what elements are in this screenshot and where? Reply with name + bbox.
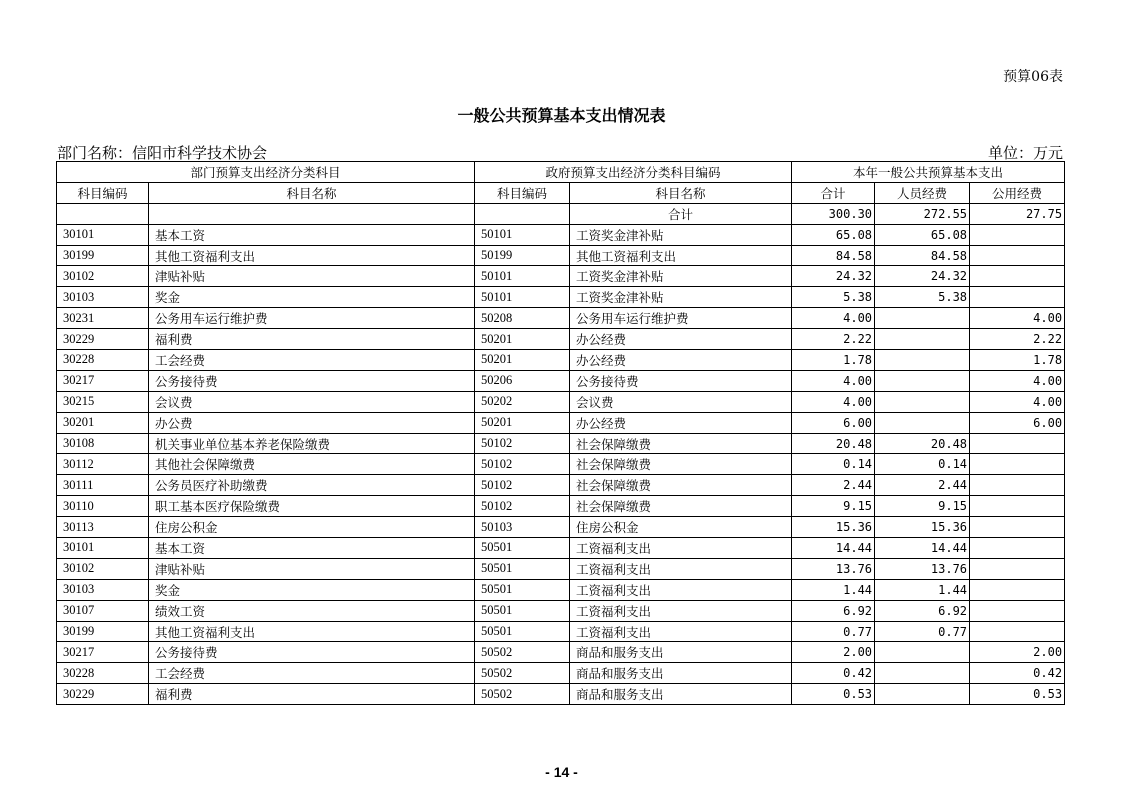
personnel-cell: 24.32: [875, 266, 970, 287]
gov-name-cell: 办公经费: [570, 350, 792, 371]
total-cell: 6.00: [792, 412, 875, 433]
gov-class-header: 政府预算支出经济分类科目编码: [475, 162, 792, 183]
dept-code-cell: 30231: [57, 308, 149, 329]
dept-code-cell: 30102: [57, 266, 149, 287]
gov-name-cell: 工资福利支出: [570, 579, 792, 600]
gov-name-cell: 社会保障缴费: [570, 496, 792, 517]
current-year-header: 本年一般公共预算基本支出: [792, 162, 1065, 183]
gov-name-cell: 社会保障缴费: [570, 454, 792, 475]
public-cell: [970, 475, 1065, 496]
table-row: [57, 454, 1065, 475]
public-cell: 1.78: [970, 350, 1065, 371]
gov-code-cell: 50201: [475, 412, 570, 433]
dept-name-cell: 工会经费: [149, 663, 475, 684]
dept-name-cell: 公务接待费: [149, 370, 475, 391]
dept-name-cell: 绩效工资: [149, 600, 475, 621]
dept-name-cell: 其他工资福利支出: [149, 245, 475, 266]
dept-code-cell: 30103: [57, 287, 149, 308]
personnel-cell: 84.58: [875, 245, 970, 266]
gov-code-cell: 50199: [475, 245, 570, 266]
public-cell: 2.00: [970, 642, 1065, 663]
public-cell: 4.00: [970, 391, 1065, 412]
dept-name-cell: 福利费: [149, 684, 475, 705]
dept-name-cell: 会议费: [149, 391, 475, 412]
gov-name-cell: 工资奖金津补贴: [570, 224, 792, 245]
gov-code-cell: 50502: [475, 684, 570, 705]
personnel-cell: 15.36: [875, 517, 970, 538]
total-cell: 65.08: [792, 224, 875, 245]
public-cell: [970, 579, 1065, 600]
table-row: [57, 266, 1065, 287]
personnel-cell: 20.48: [875, 433, 970, 454]
dept-code-cell: 30229: [57, 329, 149, 350]
budget-table: [56, 161, 1065, 705]
dept-name-cell: 奖金: [149, 579, 475, 600]
gov-code-cell: 50102: [475, 475, 570, 496]
department-label: 部门名称：信阳市科学技术协会: [57, 144, 268, 162]
public-cell: 0.53: [970, 684, 1065, 705]
personnel-cell: [875, 370, 970, 391]
dept-code-cell: 30215: [57, 391, 149, 412]
dept-class-header: 部门预算支出经济分类科目: [57, 162, 475, 183]
dept-name-cell: 办公费: [149, 412, 475, 433]
total-cell: 14.44: [792, 538, 875, 559]
dept-name-cell: 其他工资福利支出: [149, 621, 475, 642]
total-cell: 1.44: [792, 579, 875, 600]
personnel-cell: 6.92: [875, 600, 970, 621]
dept-code-cell: 30199: [57, 245, 149, 266]
public-cell: [970, 266, 1065, 287]
total-row-public: 27.75: [970, 203, 1065, 224]
gov-code-cell: 50201: [475, 329, 570, 350]
table-row: [57, 433, 1065, 454]
total-cell: 2.22: [792, 329, 875, 350]
total-row-personnel: 272.55: [875, 203, 970, 224]
personnel-header: 人员经费: [875, 182, 970, 203]
gov-code-cell: 50102: [475, 433, 570, 454]
personnel-cell: 14.44: [875, 538, 970, 559]
dept-code-cell: 30217: [57, 370, 149, 391]
dept-name-cell: 奖金: [149, 287, 475, 308]
total-cell: 0.14: [792, 454, 875, 475]
gov-code-cell: 50103: [475, 517, 570, 538]
personnel-cell: 0.14: [875, 454, 970, 475]
table-row: [57, 391, 1065, 412]
dept-name-cell: 公务用车运行维护费: [149, 308, 475, 329]
total-cell: 0.42: [792, 663, 875, 684]
table-row: [57, 600, 1065, 621]
gov-code-cell: 50201: [475, 350, 570, 371]
unit-label: 单位：万元: [987, 144, 1063, 162]
total-row-empty: [149, 203, 475, 224]
dept-name-cell: 公务员医疗补助缴费: [149, 475, 475, 496]
gov-name-header: 科目名称: [570, 182, 792, 203]
total-cell: 20.48: [792, 433, 875, 454]
table-row: [57, 558, 1065, 579]
dept-code-cell: 30111: [57, 475, 149, 496]
dept-code-cell: 30107: [57, 600, 149, 621]
public-cell: 0.42: [970, 663, 1065, 684]
dept-code-header: 科目编码: [57, 182, 149, 203]
table-row: [57, 538, 1065, 559]
gov-code-cell: 50502: [475, 642, 570, 663]
public-header: 公用经费: [970, 182, 1065, 203]
total-cell: 13.76: [792, 558, 875, 579]
total-row: [57, 203, 1065, 224]
table-row: [57, 684, 1065, 705]
personnel-cell: 0.77: [875, 621, 970, 642]
gov-name-cell: 工资福利支出: [570, 621, 792, 642]
total-cell: 4.00: [792, 370, 875, 391]
total-cell: 15.36: [792, 517, 875, 538]
dept-name-cell: 工会经费: [149, 350, 475, 371]
gov-code-cell: 50501: [475, 579, 570, 600]
total-cell: 2.44: [792, 475, 875, 496]
public-cell: 2.22: [970, 329, 1065, 350]
personnel-cell: [875, 350, 970, 371]
total-cell: 9.15: [792, 496, 875, 517]
gov-name-cell: 商品和服务支出: [570, 684, 792, 705]
gov-code-cell: 50206: [475, 370, 570, 391]
personnel-cell: 13.76: [875, 558, 970, 579]
total-header: 合计: [792, 182, 875, 203]
gov-code-cell: 50202: [475, 391, 570, 412]
gov-name-cell: 公务接待费: [570, 370, 792, 391]
gov-name-cell: 工资福利支出: [570, 600, 792, 621]
table-row: [57, 245, 1065, 266]
gov-code-header: 科目编码: [475, 182, 570, 203]
total-cell: 1.78: [792, 350, 875, 371]
personnel-cell: [875, 642, 970, 663]
dept-code-cell: 30112: [57, 454, 149, 475]
table-row: [57, 412, 1065, 433]
public-cell: [970, 245, 1065, 266]
total-cell: 4.00: [792, 308, 875, 329]
dept-name-cell: 职工基本医疗保险缴费: [149, 496, 475, 517]
table-row: [57, 329, 1065, 350]
total-cell: 0.53: [792, 684, 875, 705]
public-cell: [970, 433, 1065, 454]
total-cell: 84.58: [792, 245, 875, 266]
personnel-cell: [875, 412, 970, 433]
dept-name-cell: 住房公积金: [149, 517, 475, 538]
total-cell: 6.92: [792, 600, 875, 621]
total-cell: 24.32: [792, 266, 875, 287]
public-cell: [970, 496, 1065, 517]
table-row: [57, 579, 1065, 600]
public-cell: [970, 558, 1065, 579]
table-row: [57, 287, 1065, 308]
gov-name-cell: 社会保障缴费: [570, 475, 792, 496]
gov-name-cell: 办公经费: [570, 329, 792, 350]
total-row-label: 合计: [570, 203, 792, 224]
gov-name-cell: 工资福利支出: [570, 558, 792, 579]
dept-code-cell: 30201: [57, 412, 149, 433]
gov-name-cell: 会议费: [570, 391, 792, 412]
gov-name-cell: 住房公积金: [570, 517, 792, 538]
dept-name-cell: 福利费: [149, 329, 475, 350]
gov-name-cell: 工资福利支出: [570, 538, 792, 559]
total-cell: 5.38: [792, 287, 875, 308]
dept-code-cell: 30229: [57, 684, 149, 705]
public-cell: [970, 224, 1065, 245]
dept-name-cell: 公务接待费: [149, 642, 475, 663]
total-cell: 0.77: [792, 621, 875, 642]
dept-name-cell: 津贴补贴: [149, 558, 475, 579]
gov-code-cell: 50501: [475, 538, 570, 559]
gov-name-cell: 商品和服务支出: [570, 642, 792, 663]
gov-code-cell: 50101: [475, 224, 570, 245]
personnel-cell: [875, 308, 970, 329]
personnel-cell: 65.08: [875, 224, 970, 245]
document-title: 一般公共预算基本支出情况表: [457, 106, 666, 125]
table-row: [57, 475, 1065, 496]
public-cell: [970, 600, 1065, 621]
gov-code-cell: 50501: [475, 558, 570, 579]
table-row: [57, 496, 1065, 517]
public-cell: [970, 621, 1065, 642]
total-row-empty: [57, 203, 149, 224]
dept-code-cell: 30113: [57, 517, 149, 538]
gov-name-cell: 公务用车运行维护费: [570, 308, 792, 329]
gov-name-cell: 商品和服务支出: [570, 663, 792, 684]
dept-code-cell: 30110: [57, 496, 149, 517]
dept-code-cell: 30228: [57, 663, 149, 684]
total-cell: 4.00: [792, 391, 875, 412]
dept-code-cell: 30101: [57, 224, 149, 245]
public-cell: 6.00: [970, 412, 1065, 433]
table-row: [57, 370, 1065, 391]
personnel-cell: [875, 663, 970, 684]
dept-name-cell: 基本工资: [149, 224, 475, 245]
public-cell: 4.00: [970, 308, 1065, 329]
public-cell: [970, 538, 1065, 559]
gov-name-cell: 办公经费: [570, 412, 792, 433]
dept-name-header: 科目名称: [149, 182, 475, 203]
gov-name-cell: 社会保障缴费: [570, 433, 792, 454]
table-row: [57, 350, 1065, 371]
dept-code-cell: 30199: [57, 621, 149, 642]
gov-code-cell: 50101: [475, 266, 570, 287]
personnel-cell: [875, 329, 970, 350]
table-row: [57, 621, 1065, 642]
personnel-cell: 1.44: [875, 579, 970, 600]
dept-name-cell: 机关事业单位基本养老保险缴费: [149, 433, 475, 454]
dept-code-cell: 30103: [57, 579, 149, 600]
dept-name-cell: 其他社会保障缴费: [149, 454, 475, 475]
gov-code-cell: 50101: [475, 287, 570, 308]
table-row: [57, 663, 1065, 684]
form-number: 预算06表: [1003, 69, 1063, 85]
personnel-cell: 9.15: [875, 496, 970, 517]
dept-code-cell: 30101: [57, 538, 149, 559]
public-cell: [970, 287, 1065, 308]
dept-code-cell: 30108: [57, 433, 149, 454]
public-cell: [970, 454, 1065, 475]
gov-code-cell: 50502: [475, 663, 570, 684]
page-number: - 14 -: [545, 764, 578, 780]
personnel-cell: [875, 391, 970, 412]
personnel-cell: [875, 684, 970, 705]
group-header-row: [57, 162, 1065, 183]
gov-name-cell: 其他工资福利支出: [570, 245, 792, 266]
column-header-row: [57, 182, 1065, 203]
dept-name-cell: 津贴补贴: [149, 266, 475, 287]
total-cell: 2.00: [792, 642, 875, 663]
table-row: [57, 642, 1065, 663]
gov-name-cell: 工资奖金津补贴: [570, 266, 792, 287]
personnel-cell: 5.38: [875, 287, 970, 308]
table-row: [57, 224, 1065, 245]
dept-code-cell: 30217: [57, 642, 149, 663]
dept-code-cell: 30228: [57, 350, 149, 371]
personnel-cell: 2.44: [875, 475, 970, 496]
gov-code-cell: 50102: [475, 496, 570, 517]
gov-code-cell: 50501: [475, 621, 570, 642]
gov-code-cell: 50102: [475, 454, 570, 475]
gov-code-cell: 50208: [475, 308, 570, 329]
dept-code-cell: 30102: [57, 558, 149, 579]
table-row: [57, 517, 1065, 538]
total-row-empty: [475, 203, 570, 224]
table-row: [57, 308, 1065, 329]
public-cell: 4.00: [970, 370, 1065, 391]
dept-name-cell: 基本工资: [149, 538, 475, 559]
total-row-total: 300.30: [792, 203, 875, 224]
gov-name-cell: 工资奖金津补贴: [570, 287, 792, 308]
gov-code-cell: 50501: [475, 600, 570, 621]
public-cell: [970, 517, 1065, 538]
